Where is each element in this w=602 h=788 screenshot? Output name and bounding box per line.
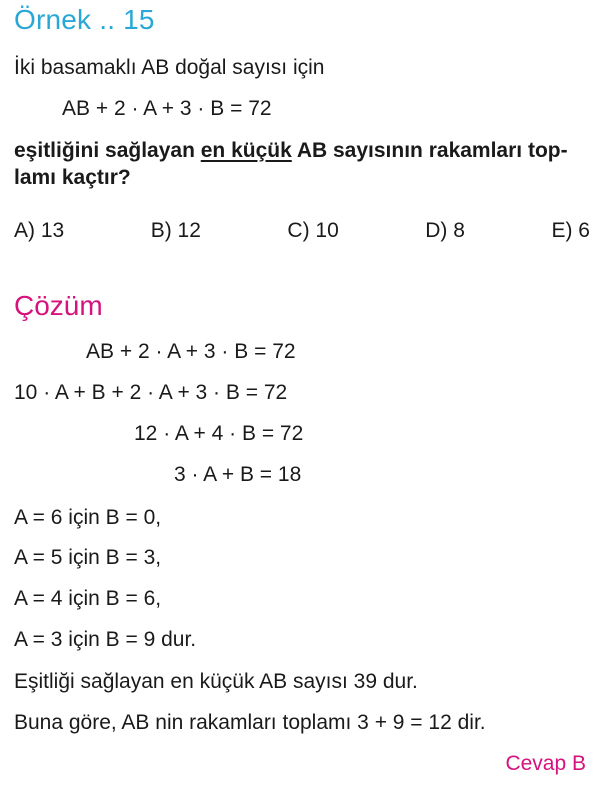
case-line-3: A = 4 için B = 6, xyxy=(14,587,162,610)
solution-step-1: AB + 2 · A + 3 · B = 72 xyxy=(86,340,296,363)
question-text-end: AB sayısının rakamları top- xyxy=(291,139,568,162)
example-title: Örnek .. 15 xyxy=(14,4,155,35)
question-text-start: eşitliğini sağlayan xyxy=(14,139,201,162)
choice-a[interactable]: A) 13 xyxy=(14,219,65,242)
choice-c[interactable]: C) 10 xyxy=(287,219,339,242)
solution-step-2: 10 · A + B + 2 · A + 3 · B = 72 xyxy=(14,381,288,404)
choice-b[interactable]: B) 12 xyxy=(150,219,201,242)
solution-step-4: 3 · A + B = 18 xyxy=(174,463,302,486)
case-line-2: A = 5 için B = 3, xyxy=(14,546,162,569)
answer-label: Cevap B xyxy=(505,752,586,775)
solution-title: Çözüm xyxy=(14,290,103,321)
solution-step-3: 12 · A + 4 · B = 72 xyxy=(134,422,304,445)
conclusion-line-2: Buna göre, AB nin rakamları toplamı 3 + 9 = 12 dir. xyxy=(14,711,486,734)
question-emphasis: en küçük xyxy=(200,139,292,162)
question-line-2: lamı kaçtır? xyxy=(14,166,131,189)
answer-choices xyxy=(14,219,590,243)
case-line-1: A = 6 için B = 0, xyxy=(14,506,162,529)
case-line-4: A = 3 için B = 9 dur. xyxy=(14,628,197,651)
conclusion-line-1: Eşitliği sağlayan en küçük AB sayısı 39 dur. xyxy=(14,670,418,693)
problem-equation: AB + 2 · A + 3 · B = 72 xyxy=(62,97,272,120)
problem-intro: İki basamaklı AB doğal sayısı için xyxy=(14,56,325,79)
question-line-1 xyxy=(14,139,568,163)
choice-d[interactable]: D) 8 xyxy=(425,219,465,242)
choice-e[interactable]: E) 6 xyxy=(551,219,590,242)
